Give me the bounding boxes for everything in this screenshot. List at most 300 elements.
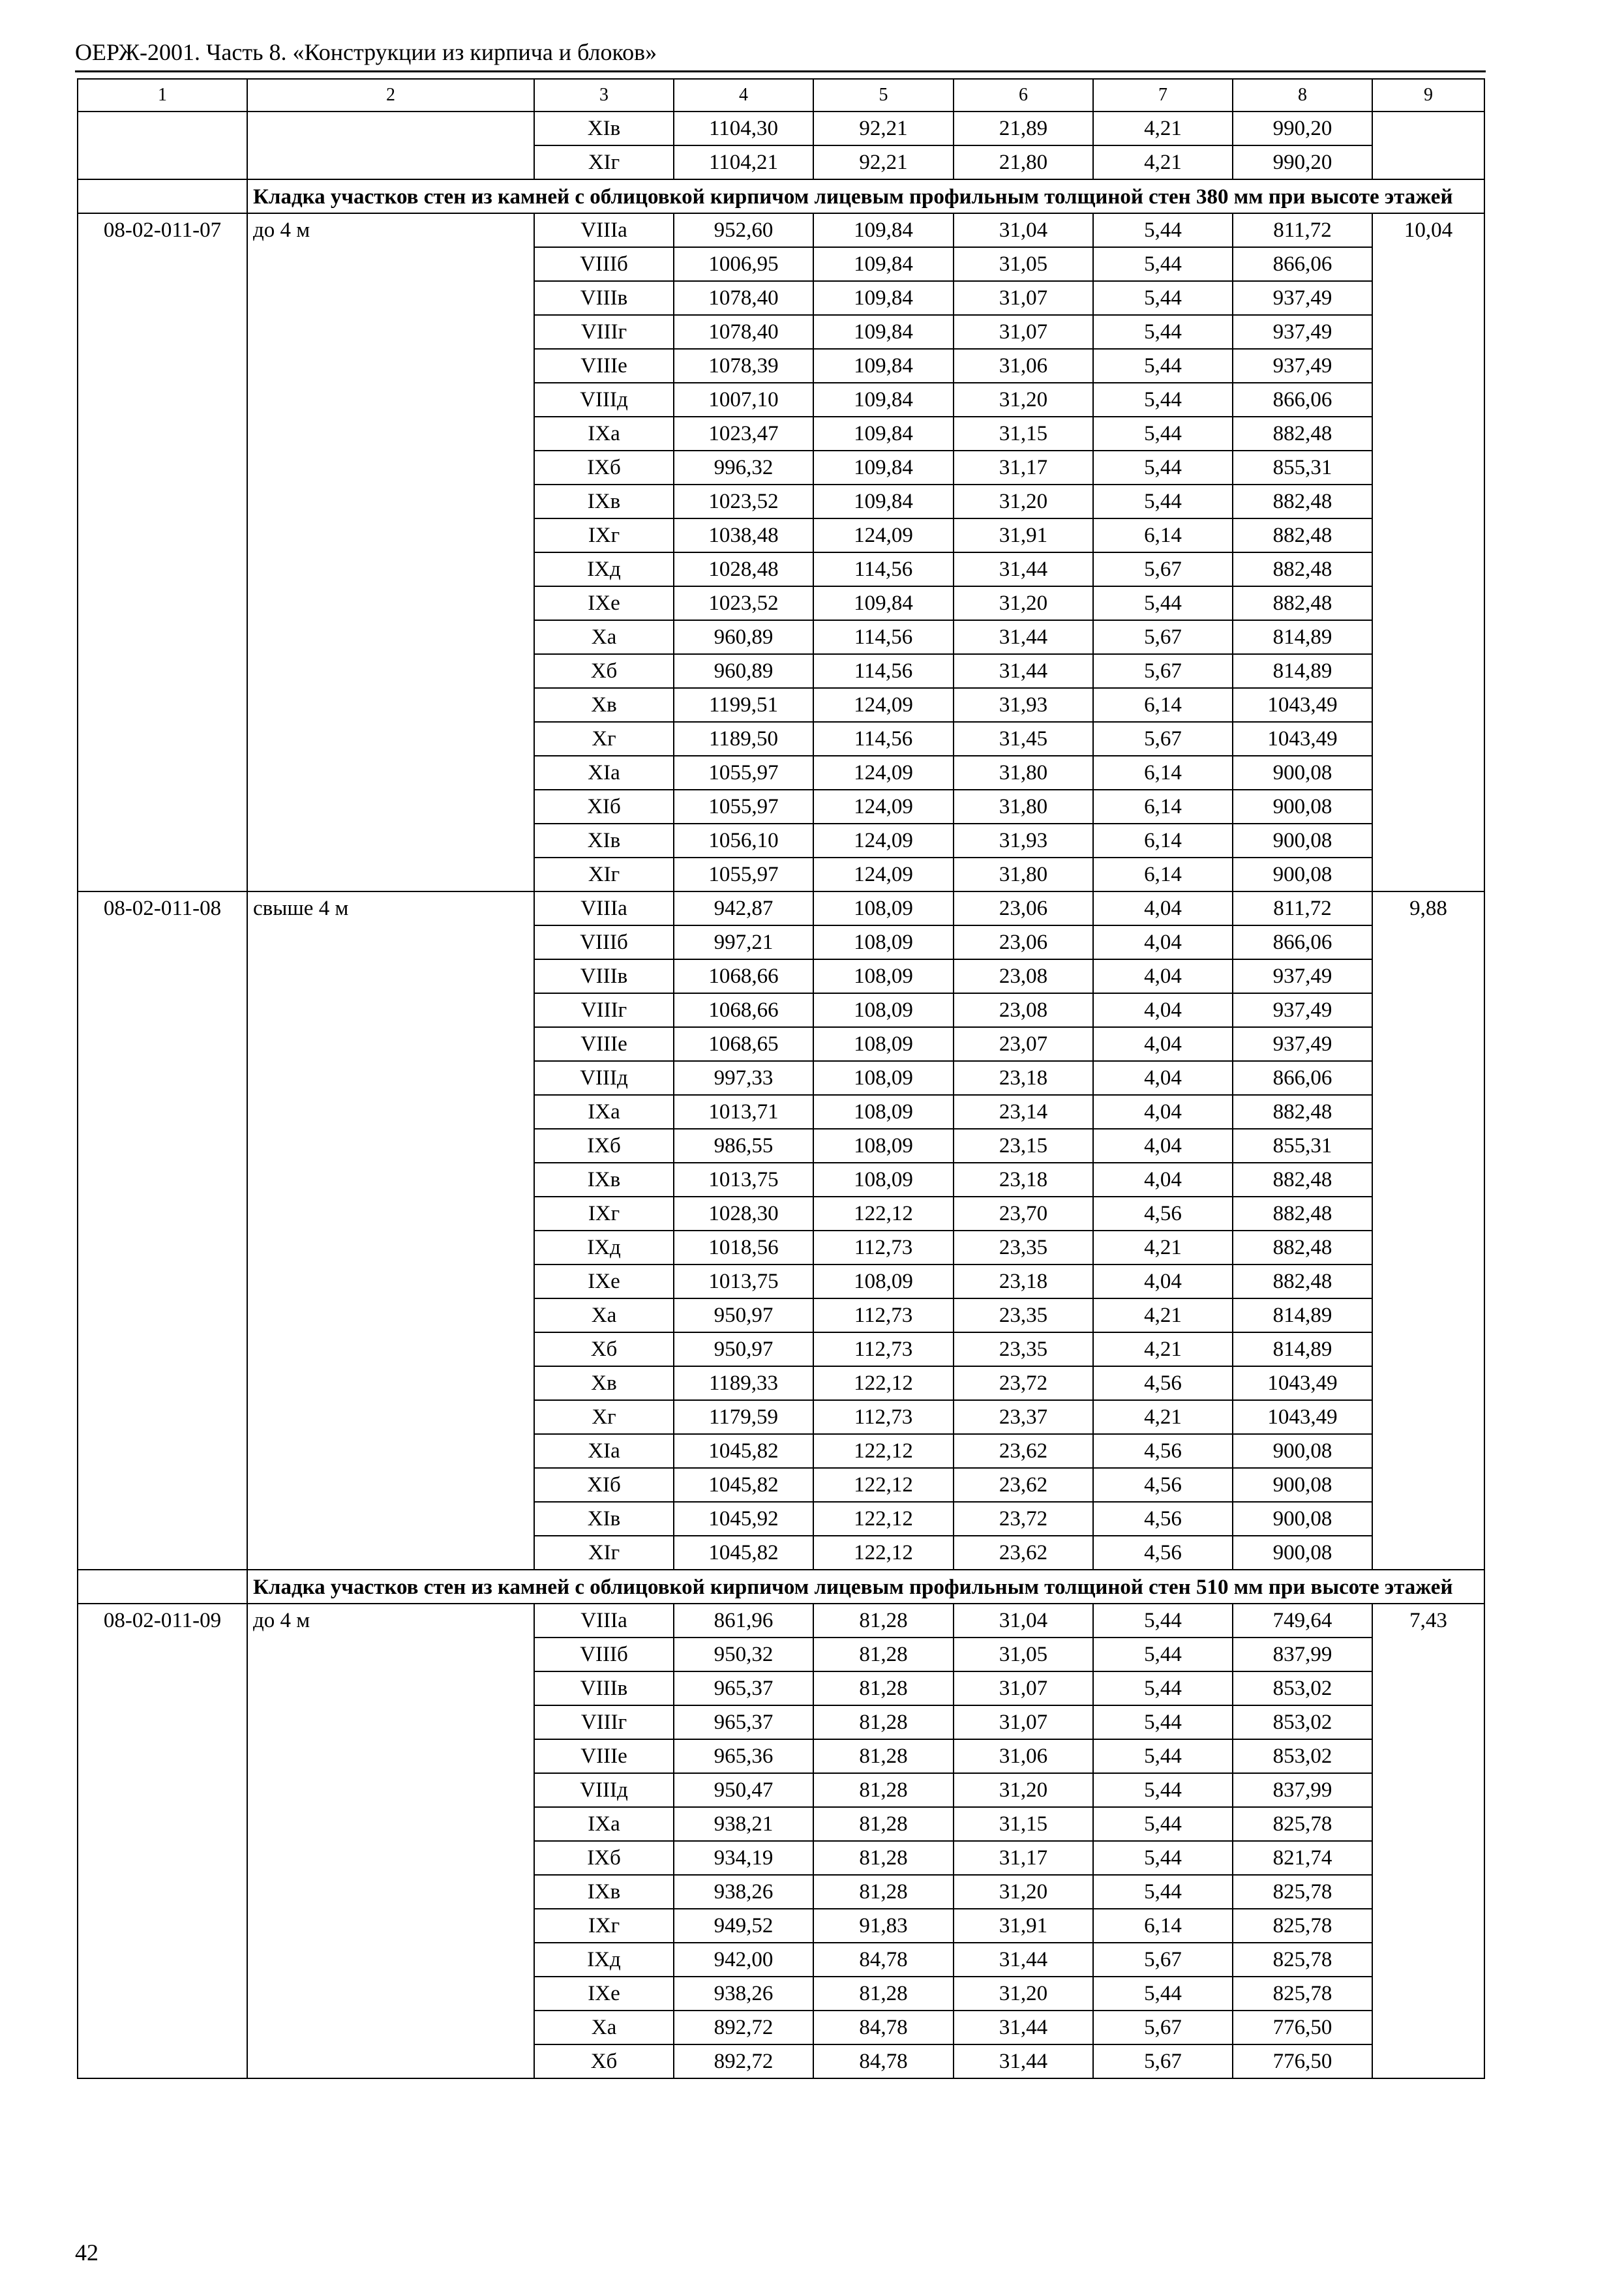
value-cell: 109,84: [813, 315, 954, 349]
value-cell: 31,80: [954, 756, 1093, 790]
value-cell: 811,72: [1233, 891, 1372, 925]
value-cell: 5,44: [1093, 1841, 1233, 1875]
zone-cell: IXг: [534, 1197, 674, 1231]
value-cell: 776,50: [1233, 2044, 1372, 2078]
value-cell: 122,12: [813, 1197, 954, 1231]
value-cell: 855,31: [1233, 451, 1372, 485]
value-cell: 1023,52: [674, 586, 813, 620]
value-cell: 31,15: [954, 1807, 1093, 1841]
value-cell: 31,17: [954, 1841, 1093, 1875]
value-cell: 81,28: [813, 1841, 954, 1875]
value-cell: 950,97: [674, 1298, 813, 1332]
value-cell: 990,20: [1233, 112, 1372, 145]
value-cell: 109,84: [813, 349, 954, 383]
value-cell: 5,44: [1093, 1604, 1233, 1638]
value-cell: 31,44: [954, 2044, 1093, 2078]
value-cell: 900,08: [1233, 790, 1372, 824]
coefficient-cell: [1372, 112, 1484, 179]
value-cell: 114,56: [813, 620, 954, 654]
value-cell: 122,12: [813, 1502, 954, 1536]
value-cell: 4,21: [1093, 112, 1233, 145]
value-cell: 5,44: [1093, 349, 1233, 383]
zone-cell: VIIIе: [534, 1739, 674, 1773]
value-cell: 882,48: [1233, 1231, 1372, 1264]
zone-cell: IXг: [534, 1909, 674, 1943]
column-number: 5: [813, 79, 954, 112]
value-cell: 900,08: [1233, 858, 1372, 891]
table-row: [78, 891, 1484, 925]
section-title-row: [78, 1570, 1484, 1604]
value-cell: 997,21: [674, 925, 813, 959]
zone-cell: Xг: [534, 722, 674, 756]
value-cell: 108,09: [813, 891, 954, 925]
value-cell: 23,62: [954, 1434, 1093, 1468]
value-cell: 986,55: [674, 1129, 813, 1163]
value-cell: 882,48: [1233, 485, 1372, 518]
zone-cell: IXд: [534, 1231, 674, 1264]
column-number: 2: [247, 79, 534, 112]
value-cell: 1104,21: [674, 145, 813, 179]
value-cell: 1045,82: [674, 1536, 813, 1570]
value-cell: 1018,56: [674, 1231, 813, 1264]
value-cell: 937,49: [1233, 349, 1372, 383]
value-cell: 900,08: [1233, 1502, 1372, 1536]
value-cell: 1023,47: [674, 417, 813, 451]
value-cell: 108,09: [813, 925, 954, 959]
zone-cell: VIIIд: [534, 1773, 674, 1807]
value-cell: 4,56: [1093, 1197, 1233, 1231]
value-cell: 108,09: [813, 1061, 954, 1095]
value-cell: 31,80: [954, 858, 1093, 891]
value-cell: 109,84: [813, 281, 954, 315]
table-row: [78, 112, 1484, 145]
value-cell: 124,09: [813, 688, 954, 722]
section-title-row: [78, 179, 1484, 213]
value-cell: 108,09: [813, 993, 954, 1027]
value-cell: 4,04: [1093, 1061, 1233, 1095]
value-cell: 109,84: [813, 213, 954, 247]
zone-cell: IXа: [534, 1095, 674, 1129]
value-cell: 938,26: [674, 1977, 813, 2011]
value-cell: 114,56: [813, 654, 954, 688]
value-cell: 4,04: [1093, 1027, 1233, 1061]
zone-cell: XIв: [534, 1502, 674, 1536]
zone-cell: Xа: [534, 2011, 674, 2044]
value-cell: 124,09: [813, 858, 954, 891]
value-cell: 1179,59: [674, 1400, 813, 1434]
value-cell: 5,44: [1093, 247, 1233, 281]
value-cell: 108,09: [813, 1027, 954, 1061]
value-cell: 1038,48: [674, 518, 813, 552]
value-cell: 5,44: [1093, 451, 1233, 485]
value-cell: 23,35: [954, 1298, 1093, 1332]
value-cell: 900,08: [1233, 1536, 1372, 1570]
column-number: 1: [78, 79, 247, 112]
value-cell: 112,73: [813, 1400, 954, 1434]
rates-table-body: [78, 79, 1484, 2078]
value-cell: 124,09: [813, 824, 954, 858]
section-empty-cell: [78, 179, 247, 213]
value-cell: 4,56: [1093, 1468, 1233, 1502]
value-cell: 31,07: [954, 1705, 1093, 1739]
value-cell: 1023,52: [674, 485, 813, 518]
value-cell: 1043,49: [1233, 688, 1372, 722]
value-cell: 4,04: [1093, 959, 1233, 993]
value-cell: 965,37: [674, 1671, 813, 1705]
value-cell: 821,74: [1233, 1841, 1372, 1875]
value-cell: 997,33: [674, 1061, 813, 1095]
value-cell: 5,44: [1093, 1638, 1233, 1671]
section-title: Кладка участков стен из камней с облицовкой кирпичом лицевым профильным толщиной стен 510 мм при высоте этажей: [247, 1570, 1484, 1604]
value-cell: 23,08: [954, 993, 1093, 1027]
value-cell: 950,32: [674, 1638, 813, 1671]
rate-code: 08-02-011-08: [78, 891, 247, 1570]
value-cell: 938,26: [674, 1875, 813, 1909]
value-cell: 825,78: [1233, 1943, 1372, 1977]
value-cell: 84,78: [813, 2044, 954, 2078]
value-cell: 825,78: [1233, 1807, 1372, 1841]
zone-cell: IXв: [534, 1163, 674, 1197]
zone-cell: VIIIв: [534, 959, 674, 993]
value-cell: 5,67: [1093, 1943, 1233, 1977]
value-cell: 965,36: [674, 1739, 813, 1773]
value-cell: 900,08: [1233, 1468, 1372, 1502]
zone-cell: Xв: [534, 1366, 674, 1400]
value-cell: 21,89: [954, 112, 1093, 145]
value-cell: 937,49: [1233, 959, 1372, 993]
value-cell: 934,19: [674, 1841, 813, 1875]
value-cell: 1043,49: [1233, 1400, 1372, 1434]
zone-cell: XIв: [534, 824, 674, 858]
zone-cell: IXе: [534, 586, 674, 620]
zone-cell: XIа: [534, 756, 674, 790]
value-cell: 4,04: [1093, 891, 1233, 925]
zone-cell: XIб: [534, 790, 674, 824]
value-cell: 31,07: [954, 1671, 1093, 1705]
value-cell: 81,28: [813, 1875, 954, 1909]
value-cell: 23,62: [954, 1536, 1093, 1570]
coefficient-cell: 10,04: [1372, 213, 1484, 891]
value-cell: 814,89: [1233, 654, 1372, 688]
zone-cell: IXв: [534, 1875, 674, 1909]
value-cell: 1199,51: [674, 688, 813, 722]
value-cell: 1068,65: [674, 1027, 813, 1061]
value-cell: 1013,75: [674, 1264, 813, 1298]
value-cell: 825,78: [1233, 1875, 1372, 1909]
value-cell: 122,12: [813, 1434, 954, 1468]
value-cell: 1078,40: [674, 281, 813, 315]
value-cell: 5,44: [1093, 1807, 1233, 1841]
value-cell: 31,17: [954, 451, 1093, 485]
value-cell: 814,89: [1233, 620, 1372, 654]
value-cell: 31,44: [954, 620, 1093, 654]
zone-cell: VIIIе: [534, 1027, 674, 1061]
zone-cell: VIIIе: [534, 349, 674, 383]
value-cell: 866,06: [1233, 383, 1372, 417]
value-cell: 109,84: [813, 247, 954, 281]
value-cell: 4,04: [1093, 993, 1233, 1027]
value-cell: 4,56: [1093, 1434, 1233, 1468]
value-cell: 23,15: [954, 1129, 1093, 1163]
value-cell: 882,48: [1233, 417, 1372, 451]
value-cell: 92,21: [813, 145, 954, 179]
value-cell: 6,14: [1093, 858, 1233, 891]
zone-cell: XIа: [534, 1434, 674, 1468]
value-cell: 837,99: [1233, 1773, 1372, 1807]
value-cell: 5,44: [1093, 281, 1233, 315]
value-cell: 937,49: [1233, 993, 1372, 1027]
zone-cell: VIIIд: [534, 383, 674, 417]
value-cell: 31,07: [954, 315, 1093, 349]
value-cell: 938,21: [674, 1807, 813, 1841]
zone-cell: XIг: [534, 858, 674, 891]
zone-cell: VIIIб: [534, 1638, 674, 1671]
zone-cell: IXа: [534, 1807, 674, 1841]
value-cell: 109,84: [813, 451, 954, 485]
value-cell: 837,99: [1233, 1638, 1372, 1671]
value-cell: 23,72: [954, 1366, 1093, 1400]
value-cell: 6,14: [1093, 756, 1233, 790]
value-cell: 5,44: [1093, 383, 1233, 417]
value-cell: 4,04: [1093, 1163, 1233, 1197]
zone-cell: XIг: [534, 1536, 674, 1570]
zone-cell: IXг: [534, 518, 674, 552]
page-number: 42: [75, 2239, 98, 2266]
value-cell: 31,05: [954, 247, 1093, 281]
value-cell: 4,21: [1093, 1400, 1233, 1434]
value-cell: 31,06: [954, 349, 1093, 383]
value-cell: 937,49: [1233, 315, 1372, 349]
value-cell: 5,67: [1093, 2044, 1233, 2078]
value-cell: 996,32: [674, 451, 813, 485]
value-cell: 122,12: [813, 1536, 954, 1570]
value-cell: 1055,97: [674, 858, 813, 891]
value-cell: 21,80: [954, 145, 1093, 179]
value-cell: 882,48: [1233, 518, 1372, 552]
section-empty-cell: [78, 1570, 247, 1604]
value-cell: 31,04: [954, 1604, 1093, 1638]
value-cell: 23,72: [954, 1502, 1093, 1536]
zone-cell: Xб: [534, 1332, 674, 1366]
zone-cell: IXд: [534, 552, 674, 586]
value-cell: 114,56: [813, 552, 954, 586]
zone-cell: VIIIб: [534, 247, 674, 281]
value-cell: 23,08: [954, 959, 1093, 993]
value-cell: 6,14: [1093, 790, 1233, 824]
value-cell: 31,80: [954, 790, 1093, 824]
value-cell: 31,04: [954, 213, 1093, 247]
zone-cell: IXб: [534, 1841, 674, 1875]
rates-table: [77, 78, 1485, 2079]
zone-cell: VIIIа: [534, 891, 674, 925]
zone-cell: Xа: [534, 620, 674, 654]
value-cell: 5,67: [1093, 722, 1233, 756]
value-cell: 109,84: [813, 586, 954, 620]
value-cell: 882,48: [1233, 1095, 1372, 1129]
zone-cell: IXб: [534, 1129, 674, 1163]
value-cell: 81,28: [813, 1604, 954, 1638]
value-cell: 92,21: [813, 112, 954, 145]
value-cell: 942,87: [674, 891, 813, 925]
value-cell: 5,67: [1093, 2011, 1233, 2044]
zone-cell: IXе: [534, 1264, 674, 1298]
value-cell: 31,91: [954, 518, 1093, 552]
value-cell: 861,96: [674, 1604, 813, 1638]
value-cell: 1013,71: [674, 1095, 813, 1129]
rate-description: [247, 112, 534, 179]
column-number: 7: [1093, 79, 1233, 112]
value-cell: 5,44: [1093, 485, 1233, 518]
zone-cell: IXб: [534, 451, 674, 485]
value-cell: 990,20: [1233, 145, 1372, 179]
value-cell: 965,37: [674, 1705, 813, 1739]
value-cell: 937,49: [1233, 1027, 1372, 1061]
value-cell: 31,20: [954, 1773, 1093, 1807]
value-cell: 4,56: [1093, 1502, 1233, 1536]
table-row: [78, 1604, 1484, 1638]
value-cell: 776,50: [1233, 2011, 1372, 2044]
value-cell: 866,06: [1233, 1061, 1372, 1095]
value-cell: 882,48: [1233, 1163, 1372, 1197]
value-cell: 4,21: [1093, 1332, 1233, 1366]
value-cell: 1068,66: [674, 993, 813, 1027]
value-cell: 23,18: [954, 1264, 1093, 1298]
value-cell: 1056,10: [674, 824, 813, 858]
value-cell: 5,67: [1093, 620, 1233, 654]
zone-cell: Xа: [534, 1298, 674, 1332]
zone-cell: XIб: [534, 1468, 674, 1502]
value-cell: 108,09: [813, 959, 954, 993]
value-cell: 6,14: [1093, 1909, 1233, 1943]
zone-cell: Xв: [534, 688, 674, 722]
section-title: Кладка участков стен из камней с облицовкой кирпичом лицевым профильным толщиной стен 380 мм при высоте этажей: [247, 179, 1484, 213]
header-rule: [75, 70, 1486, 72]
zone-cell: XIг: [534, 145, 674, 179]
value-cell: 109,84: [813, 383, 954, 417]
value-cell: 23,37: [954, 1400, 1093, 1434]
value-cell: 749,64: [1233, 1604, 1372, 1638]
value-cell: 31,45: [954, 722, 1093, 756]
value-cell: 112,73: [813, 1231, 954, 1264]
value-cell: 122,12: [813, 1468, 954, 1502]
value-cell: 109,84: [813, 417, 954, 451]
value-cell: 108,09: [813, 1129, 954, 1163]
rate-description: свыше 4 м: [247, 891, 534, 1570]
zone-cell: VIIIг: [534, 993, 674, 1027]
value-cell: 31,20: [954, 485, 1093, 518]
value-cell: 6,14: [1093, 824, 1233, 858]
value-cell: 81,28: [813, 1671, 954, 1705]
value-cell: 124,09: [813, 790, 954, 824]
value-cell: 1189,50: [674, 722, 813, 756]
value-cell: 81,28: [813, 1638, 954, 1671]
value-cell: 814,89: [1233, 1298, 1372, 1332]
value-cell: 1045,82: [674, 1468, 813, 1502]
document-header-title: ОЕРЖ-2001. Часть 8. «Конструкции из кирпича и блоков»: [75, 39, 657, 65]
value-cell: 31,15: [954, 417, 1093, 451]
value-cell: 5,44: [1093, 1875, 1233, 1909]
value-cell: 952,60: [674, 213, 813, 247]
zone-cell: Xб: [534, 2044, 674, 2078]
value-cell: 853,02: [1233, 1739, 1372, 1773]
value-cell: 866,06: [1233, 925, 1372, 959]
value-cell: 122,12: [813, 1366, 954, 1400]
value-cell: 81,28: [813, 1977, 954, 2011]
value-cell: 1045,82: [674, 1434, 813, 1468]
value-cell: 31,20: [954, 1875, 1093, 1909]
zone-cell: XIв: [534, 112, 674, 145]
zone-cell: VIIIд: [534, 1061, 674, 1095]
value-cell: 900,08: [1233, 756, 1372, 790]
value-cell: 1045,92: [674, 1502, 813, 1536]
value-cell: 81,28: [813, 1705, 954, 1739]
zone-cell: VIIIг: [534, 315, 674, 349]
value-cell: 81,28: [813, 1773, 954, 1807]
rate-code: 08-02-011-09: [78, 1604, 247, 2078]
value-cell: 892,72: [674, 2044, 813, 2078]
value-cell: 31,06: [954, 1739, 1093, 1773]
value-cell: 825,78: [1233, 1909, 1372, 1943]
zone-cell: Xб: [534, 654, 674, 688]
value-cell: 960,89: [674, 654, 813, 688]
value-cell: 825,78: [1233, 1977, 1372, 2011]
zone-cell: VIIIа: [534, 1604, 674, 1638]
value-cell: 23,18: [954, 1163, 1093, 1197]
value-cell: 1055,97: [674, 756, 813, 790]
value-cell: 4,21: [1093, 1298, 1233, 1332]
column-number: 8: [1233, 79, 1372, 112]
value-cell: 31,91: [954, 1909, 1093, 1943]
value-cell: 1068,66: [674, 959, 813, 993]
value-cell: 31,93: [954, 688, 1093, 722]
value-cell: 5,44: [1093, 417, 1233, 451]
zone-cell: VIIIв: [534, 1671, 674, 1705]
value-cell: 84,78: [813, 2011, 954, 2044]
value-cell: 5,67: [1093, 552, 1233, 586]
value-cell: 23,62: [954, 1468, 1093, 1502]
value-cell: 5,44: [1093, 1977, 1233, 2011]
value-cell: 892,72: [674, 2011, 813, 2044]
value-cell: 950,47: [674, 1773, 813, 1807]
value-cell: 31,44: [954, 1943, 1093, 1977]
value-cell: 4,04: [1093, 1264, 1233, 1298]
value-cell: 31,93: [954, 824, 1093, 858]
value-cell: 81,28: [813, 1739, 954, 1773]
value-cell: 5,44: [1093, 213, 1233, 247]
value-cell: 882,48: [1233, 1264, 1372, 1298]
value-cell: 81,28: [813, 1807, 954, 1841]
value-cell: 1043,49: [1233, 1366, 1372, 1400]
value-cell: 1078,39: [674, 349, 813, 383]
value-cell: 5,67: [1093, 654, 1233, 688]
value-cell: 5,44: [1093, 1705, 1233, 1739]
value-cell: 109,84: [813, 485, 954, 518]
value-cell: 31,44: [954, 552, 1093, 586]
coefficient-cell: 7,43: [1372, 1604, 1484, 2078]
value-cell: 1007,10: [674, 383, 813, 417]
rate-code: 08-02-011-07: [78, 213, 247, 891]
value-cell: 31,20: [954, 383, 1093, 417]
value-cell: 23,06: [954, 925, 1093, 959]
value-cell: 23,06: [954, 891, 1093, 925]
value-cell: 1055,97: [674, 790, 813, 824]
value-cell: 4,56: [1093, 1366, 1233, 1400]
value-cell: 5,44: [1093, 586, 1233, 620]
value-cell: 124,09: [813, 518, 954, 552]
value-cell: 900,08: [1233, 824, 1372, 858]
value-cell: 942,00: [674, 1943, 813, 1977]
value-cell: 853,02: [1233, 1671, 1372, 1705]
